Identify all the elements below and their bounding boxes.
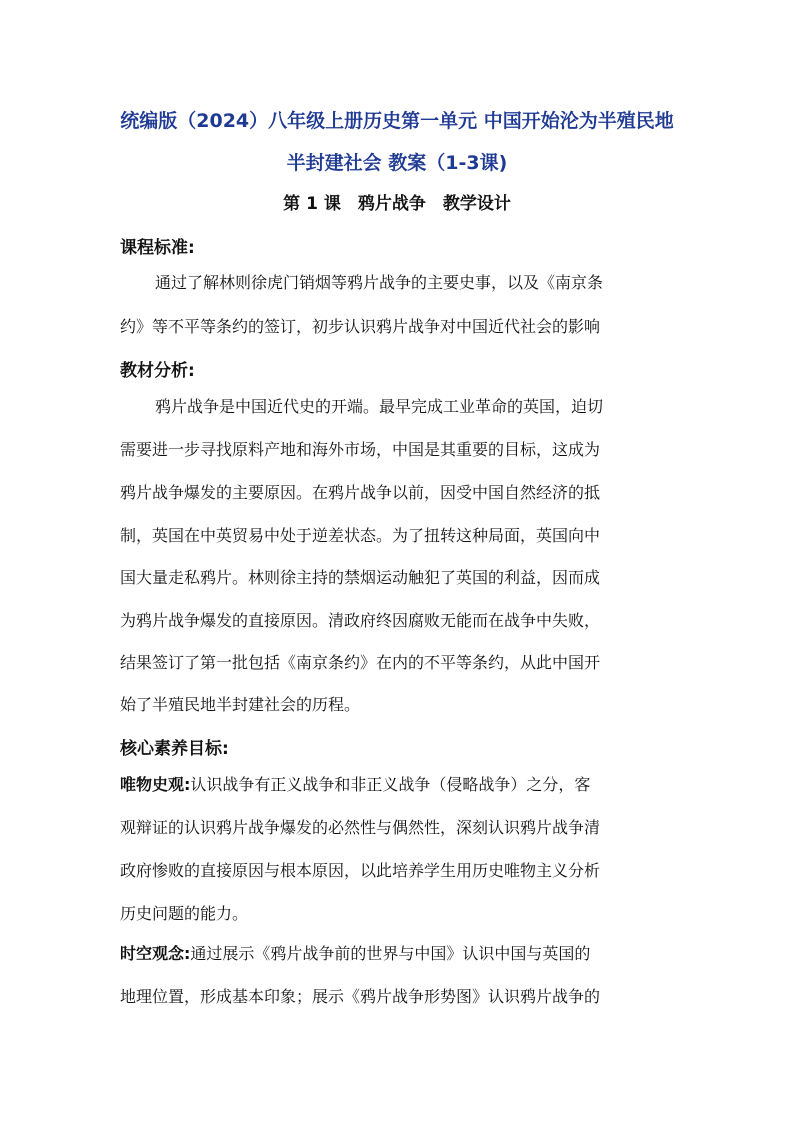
- materialism-text-line: 政府惨败的直接原因与根本原因，以此培养学生用历史唯物主义分析: [120, 861, 601, 880]
- analysis-text-line: 为鸦片战争爆发的直接原因。清政府终因腐败无能而在战争中失败，: [120, 611, 601, 630]
- analysis-text-line: 结果签订了第一批包括《南京条约》在内的不平等条约，从此中国开: [120, 653, 601, 672]
- document-title-line-2: 半封建社会 教案（1-3课): [286, 152, 508, 174]
- analysis-text-line: 始了半殖民地半封建社会的历程。: [120, 695, 361, 714]
- analysis-text-line: 需要进一步寻找原料产地和海外市场，中国是其重要的目标，这成为: [120, 440, 601, 459]
- section-heading-analysis: 教材分析:: [120, 361, 195, 381]
- spacetime-text-line: 地理位置，形成基本印象；展示《鸦片战争形势图》认识鸦片战争的: [120, 987, 601, 1006]
- materialism-paragraph-line: [120, 774, 680, 796]
- materialism-label: 唯物史观:: [120, 775, 191, 794]
- lesson-title: 第 1 课 鸦片战争 教学设计: [283, 194, 511, 214]
- materialism-text-line: 历史问题的能力。: [120, 904, 249, 923]
- materialism-text: 认识战争有正义战争和非正义战争（侵略战争）之分，客: [190, 775, 591, 794]
- standard-text-line: 通过了解林则徐虎门销烟等鸦片战争的主要史事，以及《南京条: [155, 273, 604, 292]
- spacetime-paragraph-line: [120, 943, 680, 965]
- analysis-text-line: 国大量走私鸦片。林则徐主持的禁烟运动触犯了英国的利益，因而成: [120, 568, 601, 587]
- document-title-line-1: 统编版（2024）八年级上册历史第一单元 中国开始沦为半殖民地: [120, 110, 674, 132]
- section-heading-standard: 课程标准:: [120, 238, 195, 258]
- materialism-text-line: 观辩证的认识鸦片战争爆发的必然性与偶然性，深刻认识鸦片战争清: [120, 818, 601, 837]
- section-heading-goals: 核心素养目标:: [120, 739, 229, 759]
- spacetime-text: 通过展示《鸦片战争前的世界与中国》认识中国与英国的: [190, 944, 591, 963]
- analysis-text-line: 鸦片战争爆发的主要原因。在鸦片战争以前，因受中国自然经济的抵: [120, 483, 601, 502]
- analysis-text-line: 鸦片战争是中国近代史的开端。最早完成工业革命的英国，迫切: [155, 397, 604, 416]
- standard-text-line: 约》等不平等条约的签订，初步认识鸦片战争对中国近代社会的影响: [120, 317, 601, 336]
- analysis-text-line: 制，英国在中英贸易中处于逆差状态。为了扭转这种局面，英国向中: [120, 526, 601, 545]
- spacetime-label: 时空观念:: [120, 944, 191, 963]
